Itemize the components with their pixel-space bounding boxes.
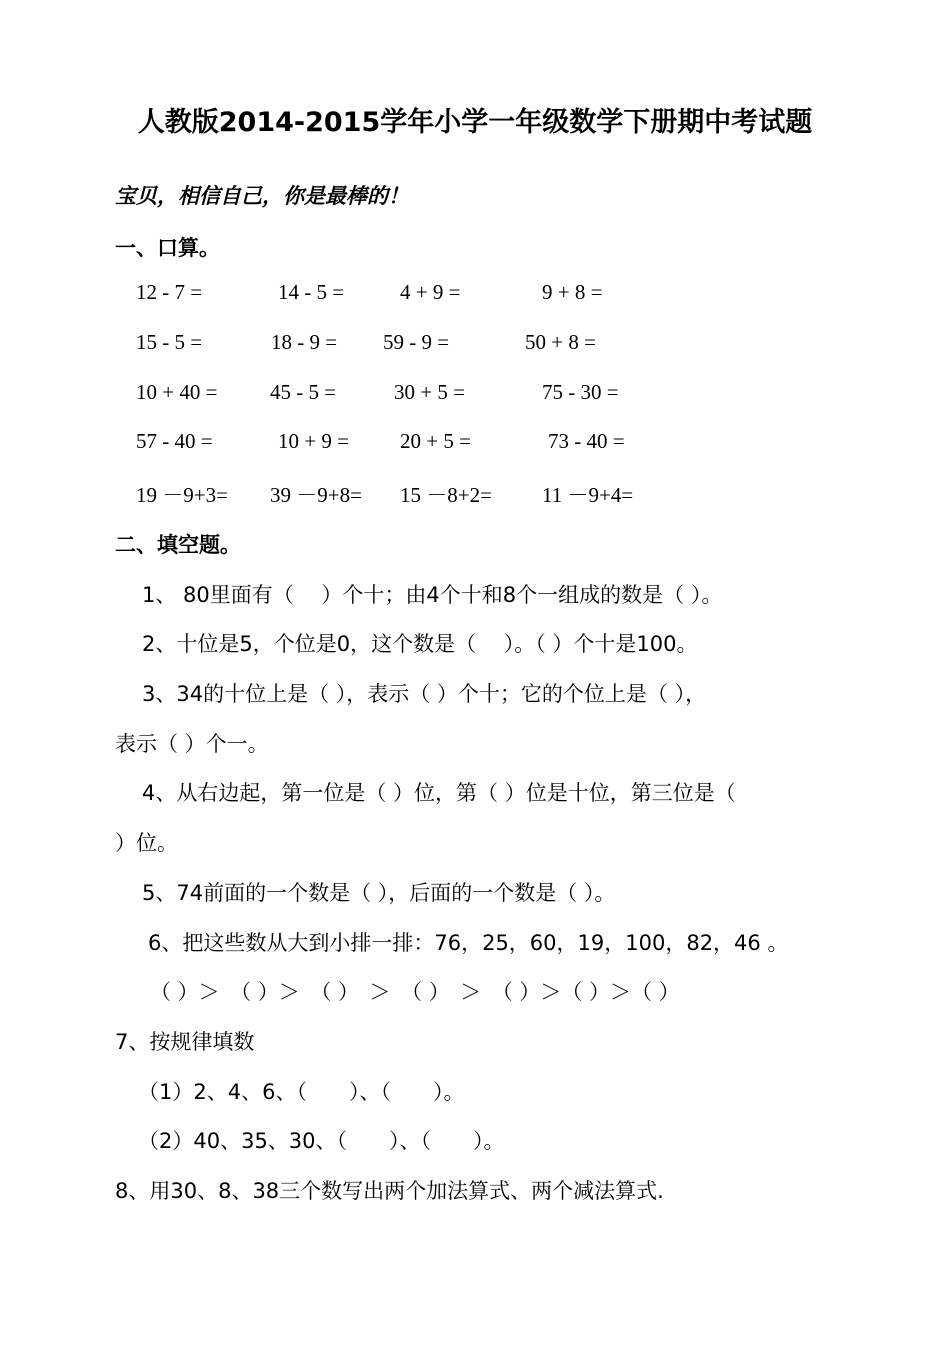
calc-item: 20 + 5 = [400, 429, 471, 453]
calc-item: 11 －9+4= [542, 483, 634, 507]
question-8: 8、用30、8、38三个数写出两个加法算式、两个减法算式. [115, 1179, 664, 1203]
question-6-blanks: （ ）＞ （ ）＞ （ ） ＞ （ ） ＞ （ ）＞（ ）＞（ ） [150, 980, 680, 1004]
question-7-part-1: （1）2、4、6、（ ）、（ ）。 [138, 1080, 465, 1104]
page-title: 人教版2014-2015学年小学一年级数学下册期中考试题 [137, 107, 813, 138]
calc-item: 73 - 40 = [548, 429, 625, 453]
question-7: 7、按规律填数 [115, 1030, 255, 1054]
calc-item: 4 + 9 = [400, 280, 461, 304]
question-6: 6、把这些数从大到小排一排：76，25，60，19，100，82，46 。 [148, 931, 789, 955]
calc-row-1 [0, 280, 950, 310]
calc-item: 15 - 5 = [136, 330, 203, 354]
calc-item: 9 + 8 = [542, 280, 603, 304]
question-1: 1、 80里面有（ ）个十；由4个十和8个一组成的数是（ ）。 [142, 583, 723, 607]
question-4-line-2: ）位。 [115, 831, 178, 855]
calc-item: 14 - 5 = [278, 280, 345, 304]
calc-item: 15 －8+2= [400, 483, 492, 507]
question-2: 2、十位是5，个位是0，这个数是（ ）。（ ）个十是100。 [142, 632, 698, 656]
calc-item: 10 + 9 = [278, 429, 349, 453]
calc-row-5 [0, 479, 950, 509]
calc-row-2 [0, 330, 950, 360]
question-3-line-1: 3、34的十位上是（ ），表示（ ）个十；它的个位上是（ ）， [142, 682, 707, 706]
calc-item: 75 - 30 = [542, 380, 619, 404]
calc-row-3 [0, 380, 950, 410]
calc-item: 30 + 5 = [394, 380, 465, 404]
question-3-line-2: 表示（ ）个一。 [115, 732, 269, 756]
calc-item: 59 - 9 = [383, 330, 450, 354]
calc-item: 18 - 9 = [271, 330, 338, 354]
calc-item: 50 + 8 = [525, 330, 596, 354]
calc-row-4 [0, 429, 950, 459]
calc-item: 45 - 5 = [270, 380, 337, 404]
calc-item: 57 - 40 = [136, 429, 213, 453]
section-2-heading: 二、填空题。 [115, 533, 241, 557]
section-1-heading: 一、口算。 [115, 236, 220, 260]
calc-item: 10 + 40 = [136, 380, 218, 404]
encouragement-text: 宝贝，相信自己，你是最棒的！ [115, 184, 409, 208]
calc-item: 39 －9+8= [270, 483, 362, 507]
question-5: 5、74前面的一个数是（ ），后面的一个数是（ ）。 [142, 881, 616, 905]
calc-item: 19 －9+3= [136, 483, 228, 507]
question-7-part-2: （2）40、35、30、（ ）、（ ）。 [138, 1129, 505, 1153]
question-4-line-1: 4、从右边起，第一位是（ ）位，第（ ）位是十位，第三位是（ [142, 781, 736, 805]
calc-item: 12 - 7 = [136, 280, 203, 304]
